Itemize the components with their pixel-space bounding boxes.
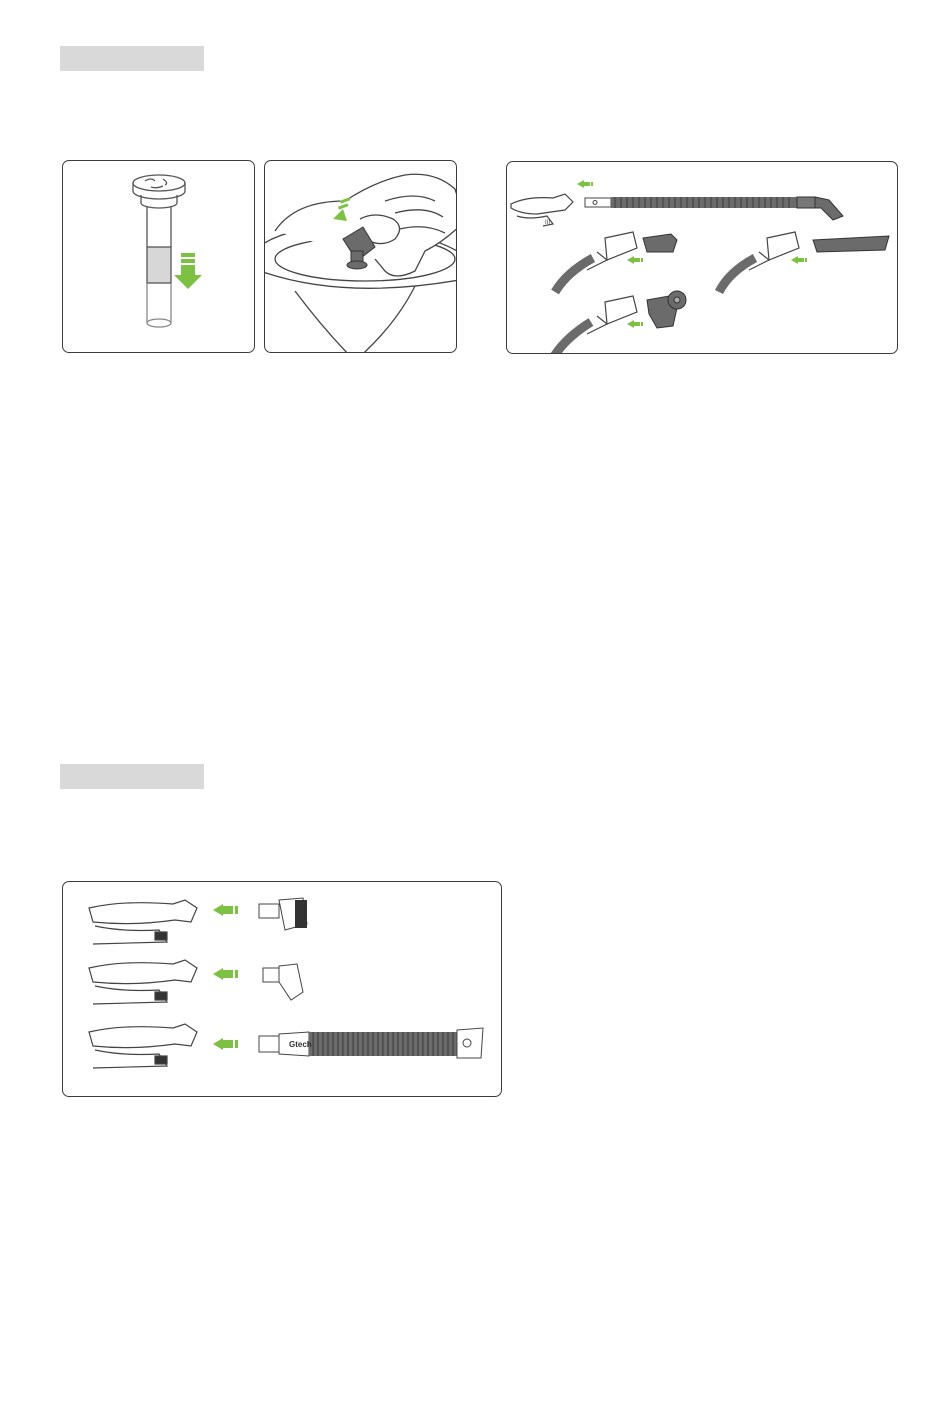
svg-text:III: III	[545, 220, 551, 226]
hose-attachments-panel	[506, 161, 898, 354]
filter-insert-panel	[62, 160, 255, 353]
handheld-unit-icon	[89, 960, 197, 1004]
hand-insert-panel	[264, 160, 457, 353]
extension-hose-icon	[259, 1028, 483, 1058]
hand-insert-filter-icon	[265, 161, 457, 353]
handheld-attachments-panel	[62, 881, 502, 1097]
left-arrow-icon	[213, 904, 238, 916]
left-arrow-icon	[213, 968, 238, 980]
left-arrow-icon	[791, 256, 807, 264]
left-arrow-icon	[627, 320, 643, 328]
brand-mark: Gtech	[289, 1040, 312, 1049]
turbo-tool-icon	[647, 291, 686, 328]
hose-attachments-icon	[507, 162, 898, 354]
handheld-unit-icon	[89, 900, 197, 944]
nozzle-tool-icon	[643, 234, 677, 252]
upholstery-tool-icon	[263, 964, 303, 1000]
down-arrow-icon	[174, 253, 202, 289]
handheld-unit-icon	[89, 1024, 197, 1068]
crevice-tool-icon	[813, 236, 889, 252]
left-arrow-icon	[213, 1038, 238, 1050]
section-1-tab	[60, 46, 204, 71]
brush-tool-icon	[259, 898, 307, 930]
filter-insert-icon	[63, 161, 255, 353]
section-2-tab	[60, 764, 204, 789]
handheld-attachments-icon	[63, 882, 502, 1097]
extension-hose-icon	[585, 197, 843, 220]
left-arrow-icon	[627, 256, 643, 264]
left-arrow-icon	[577, 180, 593, 188]
